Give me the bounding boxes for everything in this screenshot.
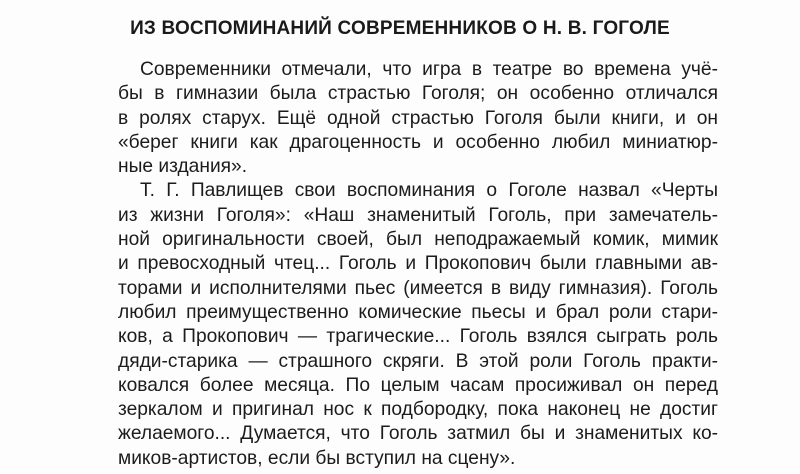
paragraph-1-line-3: в ролях старух. Ещё одной страстью Гоголя были книги, и он <box>118 107 718 129</box>
paragraph-1-line-4: «берег книги как драгоценность и особенно любил миниатюр- <box>118 131 718 153</box>
paragraph-2-line-10: зеркалом и пригинал нос к подбородку, пока наконец не достиг <box>118 399 718 421</box>
paragraph-2-line-11: желаемого... Думается, что Гоголь затмил бы и знаменитых ко- <box>118 423 718 445</box>
document-title: ИЗ ВОСПОМИНАНИЙ СОВРЕМЕННИКОВ О Н. В. ГОГОЛЕ <box>130 18 670 39</box>
paragraph-2-line-12: миков-артистов, если бы вступил на сцену». <box>118 447 516 469</box>
paragraph-2-line-8: дяди-старика — страшного скряги. В этой роли Гоголь практи- <box>118 350 718 372</box>
paragraph-2-line-3: ной оригинальности своей, был неподражаемый комик, мимик <box>118 229 718 251</box>
paragraph-2-line-4: и превосходный чтец... Гоголь и Прокопович были главными ав- <box>118 253 718 275</box>
paragraph-2-line-5: торами и исполнителями пьес (имеется в виду гимназия). Гоголь <box>118 277 718 299</box>
paragraph-1-line-1: Современники отмечали, что игра в театре во времена учё- <box>140 59 718 80</box>
paragraph-2-line-1: Т. Г. Павлищев свои воспоминания о Гоголе назвал «Черты <box>140 180 718 202</box>
paragraph-2-line-9: ковался более месяца. По целым часам просиживал он перед <box>118 374 718 396</box>
document-body <box>118 58 718 471</box>
paragraph-2-line-6: любил преимущественно комические пьесы и брал роли стари- <box>118 301 718 323</box>
paragraph-1-line-5: ные издания». <box>118 156 248 178</box>
paragraph-1-line-2: бы в гимназии была страстью Гоголя; он особенно отличался <box>118 83 718 105</box>
paragraph-2-line-2: из жизни Гоголя»: «Наш знаменитый Гоголь, при замечатель- <box>118 204 718 226</box>
paragraph-2-line-7: ков, а Прокопович — трагические... Гоголь взялся сыграть роль <box>118 326 718 348</box>
